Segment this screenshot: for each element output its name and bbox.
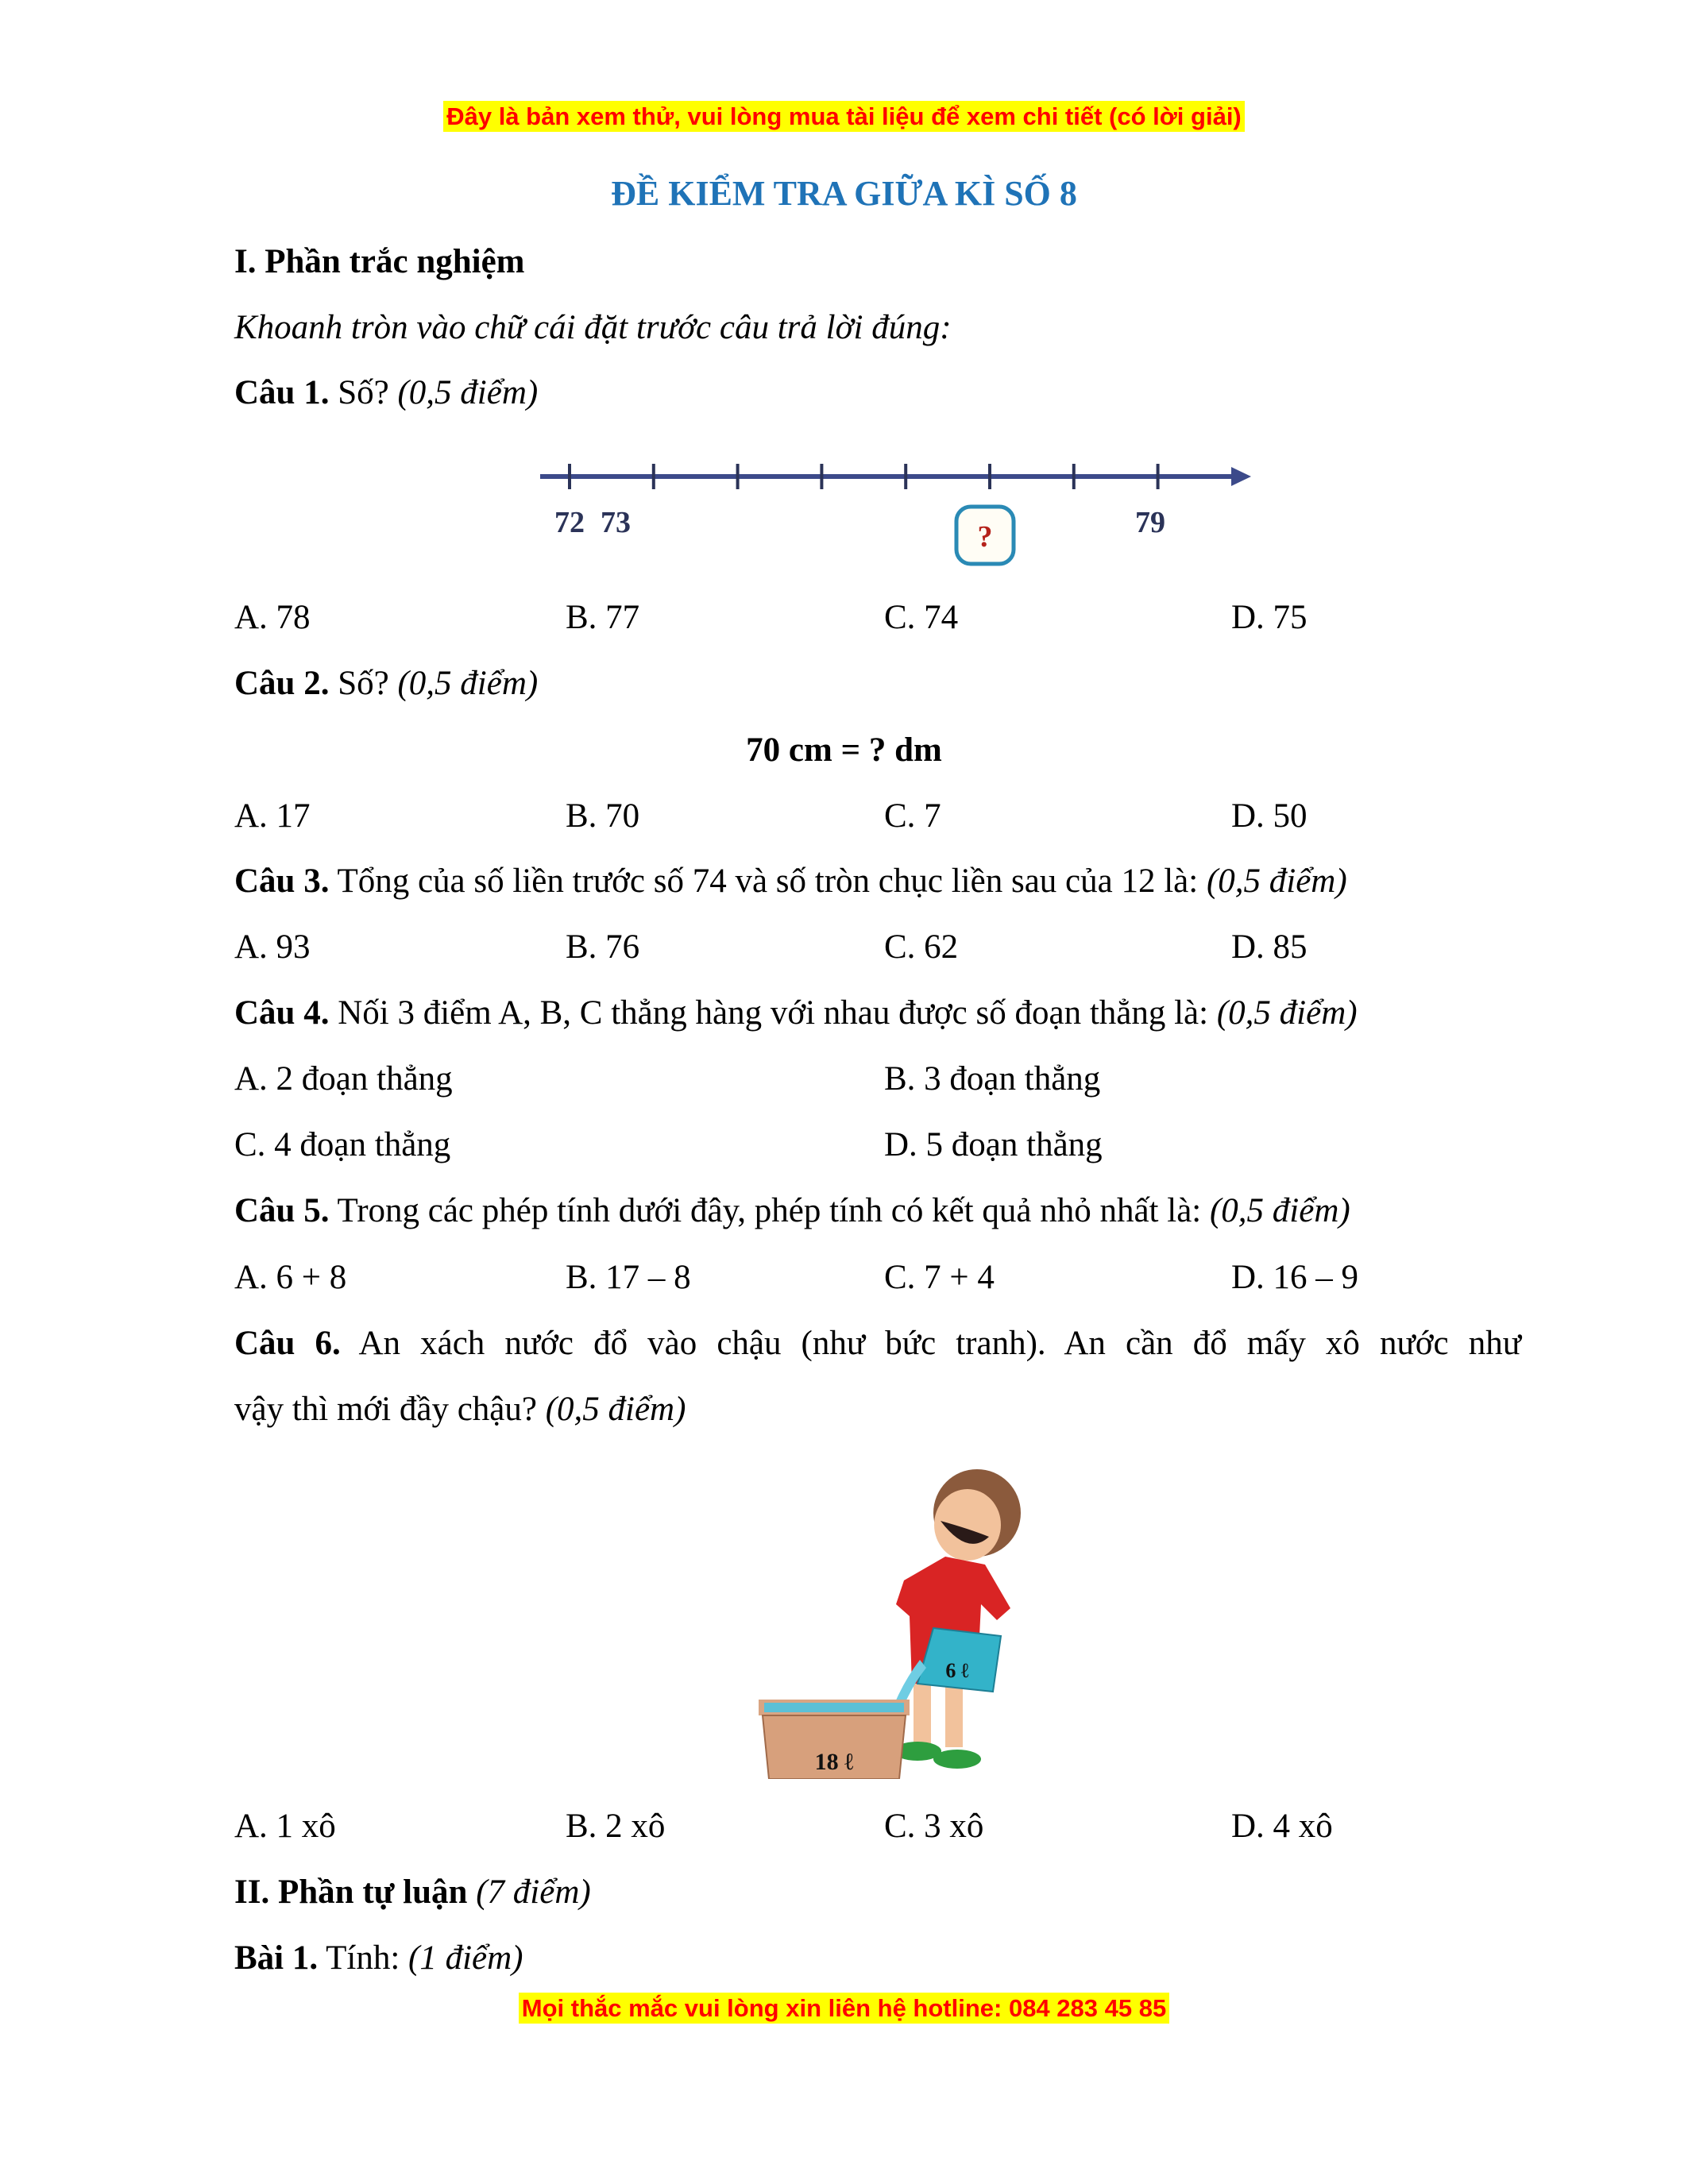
question-label: Câu 4. bbox=[234, 994, 330, 1032]
q3-option-d[interactable]: D. 85 bbox=[1231, 928, 1308, 966]
q5-option-a[interactable]: A. 6 + 8 bbox=[234, 1259, 347, 1296]
bucket-label: 6 ℓ bbox=[945, 1659, 969, 1682]
q1-option-c[interactable]: C. 74 bbox=[884, 599, 959, 636]
q5-option-b[interactable]: B. 17 – 8 bbox=[566, 1259, 691, 1296]
q2-option-a[interactable]: A. 17 bbox=[234, 797, 311, 835]
question-label: Câu 3. bbox=[234, 862, 330, 900]
tick-label-79: 79 bbox=[1135, 506, 1165, 539]
q4-option-d[interactable]: D. 5 đoạn thẳng bbox=[884, 1126, 1103, 1163]
q6-option-b[interactable]: B. 2 xô bbox=[566, 1808, 666, 1845]
bai-1 bbox=[234, 1939, 523, 1978]
page-title: ĐỀ KIỂM TRA GIỮA KÌ SỐ 8 bbox=[611, 174, 1077, 213]
q6-option-a[interactable]: A. 1 xô bbox=[234, 1808, 336, 1845]
question-6 bbox=[234, 1324, 1521, 1364]
question-points: (0,5 điểm) bbox=[1216, 994, 1358, 1032]
preview-notice-container bbox=[0, 102, 1688, 132]
leg-right bbox=[945, 1684, 963, 1747]
q4-option-b[interactable]: B. 3 đoạn thẳng bbox=[884, 1060, 1101, 1098]
question-label: Câu 6. bbox=[234, 1325, 341, 1362]
q6-option-c[interactable]: C. 3 xô bbox=[884, 1808, 984, 1845]
hotline-footer-banner: Mọi thắc mắc vui lòng xin liên hệ hotline: 084 283 45 85 bbox=[519, 1993, 1169, 2024]
question-text: Trong các phép tính dưới đây, phép tính có kết quả nhỏ nhất là: bbox=[329, 1192, 1210, 1229]
section1-heading: I. Phần trắc nghiệm bbox=[234, 243, 525, 280]
question-3 bbox=[234, 862, 1347, 901]
bai1-label: Bài 1. bbox=[234, 1939, 319, 1977]
question-text: vậy thì mới đầy chậu? bbox=[234, 1391, 546, 1428]
section2-heading bbox=[234, 1873, 591, 1912]
q5-option-c[interactable]: C. 7 + 4 bbox=[884, 1259, 995, 1296]
question-6-line2 bbox=[234, 1390, 686, 1430]
q2-option-c[interactable]: C. 7 bbox=[884, 797, 941, 835]
tick-label-72: 72 bbox=[554, 506, 585, 539]
q3-option-c[interactable]: C. 62 bbox=[884, 928, 959, 966]
question-points: (0,5 điểm) bbox=[397, 665, 539, 702]
basin-water bbox=[764, 1703, 904, 1712]
q1-option-b[interactable]: B. 77 bbox=[566, 599, 640, 636]
q3-option-b[interactable]: B. 76 bbox=[566, 928, 640, 966]
q3-option-a[interactable]: A. 93 bbox=[234, 928, 311, 966]
question-5 bbox=[234, 1191, 1350, 1231]
question-4 bbox=[234, 994, 1358, 1033]
q2-option-d[interactable]: D. 50 bbox=[1231, 797, 1308, 835]
question-text: Số? bbox=[329, 374, 398, 411]
arrow-head-icon bbox=[1231, 467, 1251, 486]
section1-instruction: Khoanh tròn vào chữ cái đặt trước câu trả lời đúng: bbox=[234, 309, 952, 346]
q1-option-d[interactable]: D. 75 bbox=[1231, 599, 1308, 636]
number-line bbox=[540, 464, 1251, 564]
question-label: Câu 1. bbox=[234, 374, 330, 411]
question-text: An xách nước đổ vào chậu (như bức tranh). An cần đổ mấy xô nước như bbox=[340, 1325, 1521, 1362]
question-label: Câu 5. bbox=[234, 1192, 330, 1229]
number-line-figure bbox=[532, 453, 1263, 572]
question-points: (0,5 điểm) bbox=[1209, 1192, 1350, 1229]
q2-equation: 70 cm = ? dm bbox=[746, 731, 942, 769]
question-2 bbox=[234, 664, 538, 704]
q5-option-d[interactable]: D. 16 – 9 bbox=[1231, 1259, 1359, 1296]
question-points: (0,5 điểm) bbox=[397, 374, 539, 411]
question-text: Số? bbox=[329, 665, 398, 702]
preview-notice-banner: Đây là bản xem thử, vui lòng mua tài liệu để xem chi tiết (có lời giải) bbox=[443, 101, 1245, 132]
bai1-text: Tính: bbox=[318, 1939, 409, 1977]
question-points: (0,5 điểm) bbox=[1206, 862, 1347, 900]
question-label: Câu 2. bbox=[234, 665, 330, 702]
boy-pouring-water-illustration bbox=[715, 1445, 1049, 1779]
q2-option-b[interactable]: B. 70 bbox=[566, 797, 640, 835]
unknown-question-mark: ? bbox=[977, 520, 993, 554]
question-text: Tổng của số liền trước số 74 và số tròn chục liền sau của 12 là: bbox=[329, 862, 1207, 900]
shoe-right bbox=[933, 1750, 981, 1769]
hotline-footer-container bbox=[0, 1993, 1688, 2024]
question-1 bbox=[234, 373, 538, 413]
leg-left bbox=[914, 1684, 931, 1747]
section2-points: (7 điểm) bbox=[467, 1873, 591, 1911]
q4-option-a[interactable]: A. 2 đoạn thẳng bbox=[234, 1060, 453, 1098]
section2-title: II. Phần tự luận bbox=[234, 1873, 468, 1911]
bai1-points: (1 điểm) bbox=[408, 1939, 523, 1977]
basin-label: 18 ℓ bbox=[814, 1749, 854, 1775]
question-text: Nối 3 điểm A, B, C thẳng hàng với nhau được số đoạn thẳng là: bbox=[329, 994, 1217, 1032]
question-points: (0,5 điểm) bbox=[545, 1391, 686, 1428]
q4-option-c[interactable]: C. 4 đoạn thẳng bbox=[234, 1126, 451, 1163]
tick-label-73: 73 bbox=[601, 506, 631, 539]
q1-option-a[interactable]: A. 78 bbox=[234, 599, 311, 636]
q6-option-d[interactable]: D. 4 xô bbox=[1231, 1808, 1333, 1845]
